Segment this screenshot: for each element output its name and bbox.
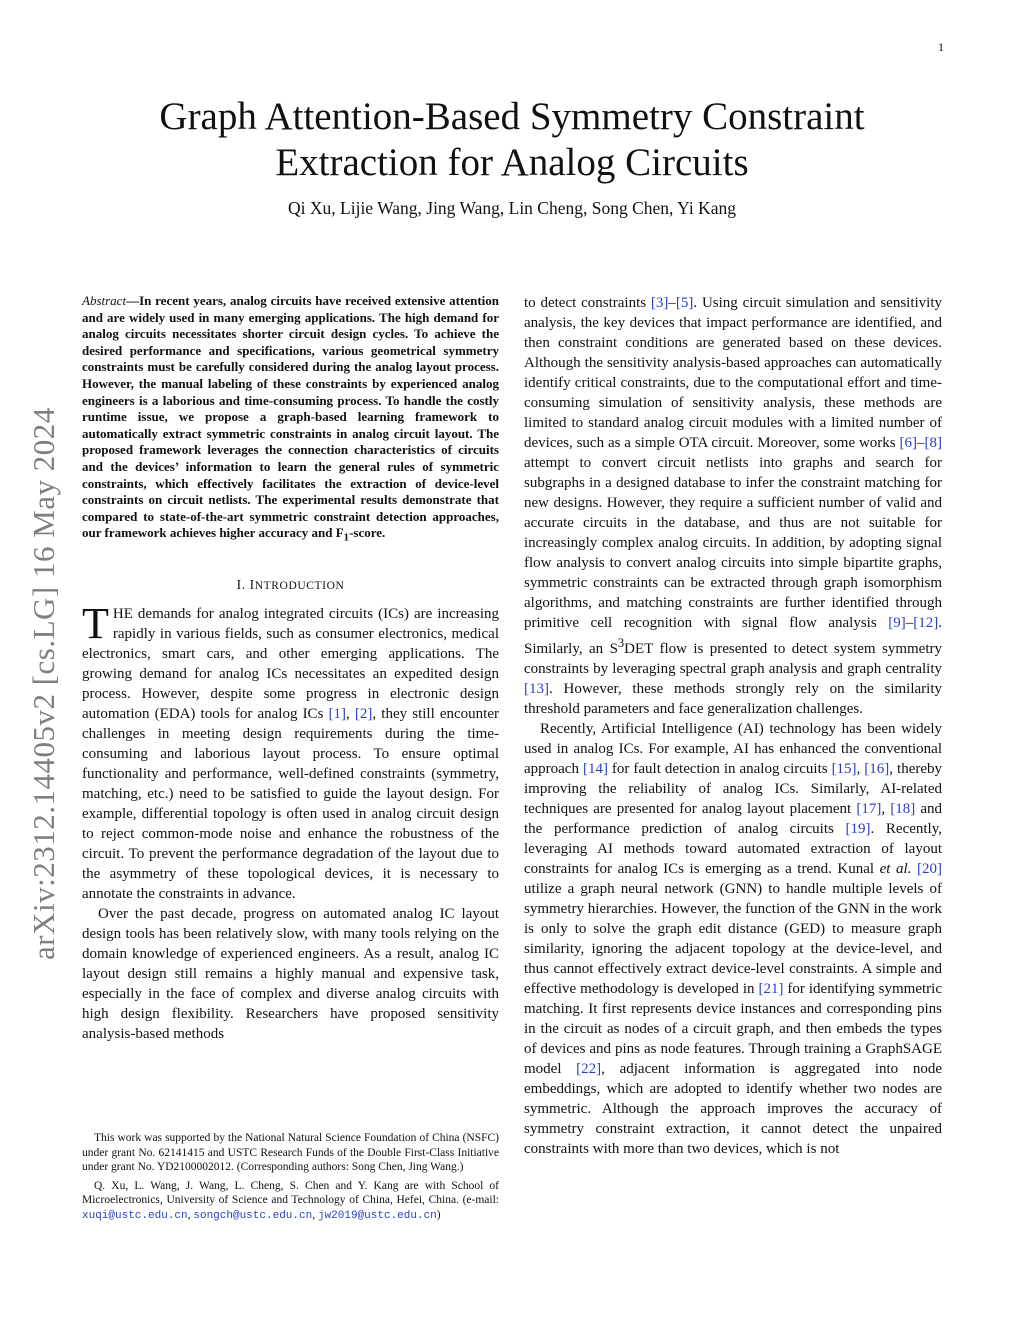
citation-link[interactable]: [22] (576, 1061, 602, 1077)
title-line-1: Graph Attention-Based Symmetry Constraint (159, 95, 865, 138)
abstract-subscript: 1 (343, 531, 350, 544)
abstract-label: Abstract (82, 293, 127, 308)
body-text: . Similarly, an S (524, 615, 942, 657)
citation-link[interactable]: [15] (831, 761, 857, 777)
text: – (917, 435, 925, 451)
citation-link[interactable]: [8] (924, 435, 942, 451)
body-text: and the performance prediction of analog circuits (524, 801, 942, 837)
body-text: for fault detection in analog circuits (607, 761, 832, 777)
abstract (82, 293, 499, 547)
citation-link[interactable]: [18] (890, 801, 916, 817)
text: , (346, 705, 355, 722)
text: ) (436, 1208, 441, 1221)
citation-link[interactable]: [21] (758, 981, 784, 997)
body-text: . Using circuit simulation and sensitivity analysis, the key devices that impact performance are identified, and then constraint conditions are generated based on these devices. Although the sensitivity analysis-based approaches can automatically identify critical constraints, due to the computational effort and time-consuming simulation of sensitivity analysis, these methods are limited to standard analog circuit modules with a limited number of devices, such as a simple OTA circuit. Moreover, some works (524, 295, 942, 451)
intro-text: , they still encounter challenges in meeting design requirements during the time-consuming and laborious layout process. To ensure optimal functionality and performance, well-defined constraints (symmetry, matching, etc.) need to be satisfied to guide the layout design. For example, differential topology is often used in analog circuit design to reject common-mode noise and enhance the robustness of the circuit. To prevent the performance degradation of the layout due to the asymmetry of these topological devices, it is necessary to annotate the constraints in advance. (82, 705, 499, 902)
paper-title (100, 94, 924, 186)
citation-link[interactable]: [17] (856, 801, 882, 817)
text: , (856, 761, 865, 777)
body-text: . Recently, leveraging AI methods toward automated extraction of layout constraints for analog ICs is emerging as a trend. Kunal (524, 821, 942, 877)
page-number: 1 (938, 40, 944, 54)
text: , (881, 801, 891, 817)
body-text: attempt to convert circuit netlists into graphs and search for subgraphs in a designed database to infer the constraint matching for new designs. However, they require a sufficient number of valid and accurate circuits in the database, and thus are not suitable for increasingly complex analog circuits. In addition, by adopting signal flow analysis to convert analog circuits into simple bipartite graphs, symmetric constraints can be extracted through graph isomorphism algorithms, and matching constraints are further identified through primitive cell recognition with signal flow analysis (524, 455, 942, 631)
citation-link[interactable]: [2] (354, 705, 373, 722)
body-text: for identifying symmetric matching. It first represents device instances and corresponding pins in the circuit as nodes of a circuit graph, and then embeds the types of devices and pins as node features. Through training a GraphSAGE model (524, 981, 942, 1077)
superscript: 3 (617, 636, 625, 650)
email-link[interactable]: xuqi@ustc.edu.cn (82, 1209, 188, 1222)
citation-link[interactable]: [19] (845, 821, 871, 837)
author-list: Qi Xu, Lijie Wang, Jing Wang, Lin Cheng, Song Chen, Yi Kang (288, 198, 736, 218)
footnote (82, 1131, 499, 1227)
body-text: . However, these methods strongly rely on the similarity threshold parameters and face generalization challenges. (524, 681, 942, 717)
citation-link[interactable]: [5] (675, 295, 694, 311)
body-text: , thereby improving the reliability of analog ICs. Similarly, AI-related techniques are presented for analog layout placement (524, 761, 943, 817)
left-column (82, 293, 499, 1044)
footnote-funding: This work was supported by the National Natural Science Foundation of China (NSFC) under grant No. 62141415 and USTC Research Funds of the Double First-Class Initiative under grant No. YD2100002012. (Corresponding authors: Song Chen, Jing Wang.) (82, 1132, 499, 1173)
email-link[interactable]: jw2019@ustc.edu.cn (317, 1209, 437, 1222)
citation-link[interactable]: [9] (888, 615, 906, 631)
section-title: NTRODUCTION (254, 579, 345, 592)
citation-link[interactable]: [20] (917, 861, 943, 877)
abstract-text: —In recent years, analog circuits have received extensive attention and are widely used in many emerging applications. The high demand for analog circuits necessitates shorter circuit design cycles. To achieve the desired performance and specifications, various geometrical symmetry constraints must be carefully considered during the analog layout process. However, the manual labeling of these constraints by experienced analog engineers is a laborious and time-consuming process. To handle the costly runtime issue, we propose a graph-based learning framework to automatically extract symmetric constraints in analog circuit layout. The proposed framework leverages the connection characteristics of circuits and the devices’ information to learn the general rules of symmetric constraints, which effectively facilitates the extraction of device-level constraints on circuit netlists. The experimental results demonstrate that compared to state-of-the-art symmetric constraint detection approaches, our framework achieves higher accuracy and F (82, 293, 499, 541)
body-text: utilize a graph neural network (GNN) to handle multiple levels of symmetry hierarchies. However, the function of the GNN in the work is only to solve the graph edit distance (GED) to measure graph similarity, ignoring the adjacent topology at the device-level, and thus cannot effectively extract device-level constraints. A simple and effective methodology is developed in (524, 881, 942, 997)
title-line-2: Extraction for Analog Circuits (275, 141, 749, 184)
citation-link[interactable]: [13] (524, 681, 549, 697)
body-text: , adjacent information is aggregated into node embeddings, which are adopted to identify whether two nodes are symmetric. Although the approach improves the accuracy of symmetry constraint extraction, it cannot detect the unpaired constraints with more than two devices, which is not (524, 1061, 943, 1157)
intro-paragraph-2: Over the past decade, progress on automated analog IC layout design tools has been relatively slow, with many tools relying on the domain knowledge of experienced engineers. As a result, analog IC layout design still remains a highly manual and expensive task, especially in the face of complex and diverse analog circuits with high design flexibility. Researchers have proposed sensitivity analysis-based methods (82, 905, 499, 1042)
intro-text: HE demands for analog integrated circuits (ICs) are increasing rapidly in various fields, such as consumer electronics, medical electronics, smart cars, and other emerging applications. The growing demand for analog ICs necessitates an expedited design process. However, despite some progress in electronic design automation (EDA) tools for analog ICs (82, 605, 499, 722)
citation-link[interactable]: [1] (328, 705, 347, 722)
section-initial: I (249, 576, 255, 592)
citation-link[interactable]: [3] (650, 295, 669, 311)
right-paragraph-2 (524, 719, 942, 1159)
footnote-affiliation (82, 1179, 499, 1224)
arxiv-identifier: arXiv:2312.14405v2 [cs.LG] 16 May 2024 (26, 407, 61, 960)
email-link[interactable]: songch@ustc.edu.cn (193, 1209, 313, 1222)
footnote-text: Q. Xu, L. Wang, J. Wang, L. Cheng, S. Chen and Y. Kang are with School of Microelectronics, University of Science and Technology of China, Hefei, China. (e-mail: (82, 1179, 499, 1206)
citation-link[interactable]: [6] (899, 435, 917, 451)
body-text: DET flow is presented to detect system symmetry constraints by leveraging spectral graph analysis and graph centrality (524, 641, 942, 677)
body-text: Recently, Artificial Intelligence (AI) technology has been widely used in analog ICs. For example, AI has enhanced the conventional approach (524, 721, 942, 777)
drop-cap: T (82, 598, 109, 648)
body-text: to detect constraints (524, 295, 651, 311)
right-paragraph-1 (524, 293, 942, 719)
section-heading-introduction (82, 575, 499, 596)
text: – (905, 615, 914, 631)
et-al: et al. (879, 861, 912, 877)
citation-link[interactable]: [16] (864, 761, 890, 777)
section-number: I. (236, 576, 250, 592)
text: , (187, 1208, 194, 1221)
citation-link[interactable]: [12] (913, 615, 939, 631)
citation-link[interactable]: [14] (582, 761, 608, 777)
intro-paragraph-1 (82, 598, 499, 904)
right-column (524, 293, 942, 1159)
text: – (668, 295, 676, 311)
abstract-end: -score. (349, 525, 386, 541)
text: , (312, 1208, 318, 1221)
